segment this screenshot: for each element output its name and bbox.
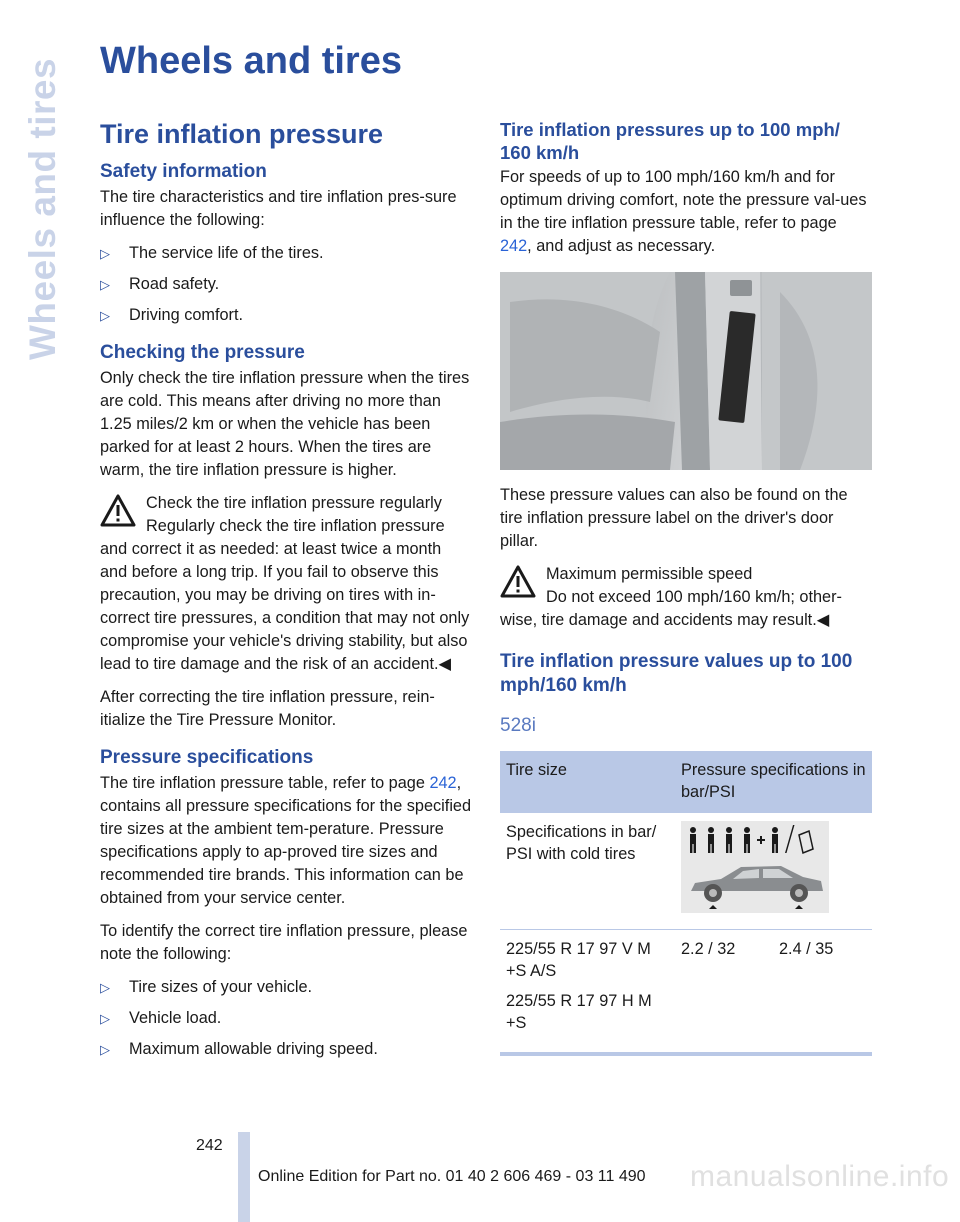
speed-text: For speeds of up to 100 mph/160 km/h and for optimum driving comfort, note the pressure val-ues in the tire inflation pressure table, refer to page 242, and adjust as necessary. <box>500 168 867 255</box>
warning-title: Check the tire inflation pressure regularly <box>146 494 442 512</box>
right-column <box>500 118 872 1056</box>
checking-text: Only check the tire inflation pressure when the tires are cold. This means after driving no more than 1.25 miles/2 km or when the vehicle has been parked for at least 2 hours. When the tires are warm, the tire inflation pressure is higher. <box>100 369 470 479</box>
page-title: Wheels and tires <box>100 40 402 82</box>
bullet-triangle-icon: ▷ <box>100 1042 110 1057</box>
door-pillar-photo <box>500 272 872 470</box>
load-diagram-cell <box>675 813 872 930</box>
car-model: 528i <box>500 715 536 736</box>
list-item: ▷ Driving comfort. <box>100 304 472 327</box>
section-title: Tire inflation pressure <box>100 119 384 149</box>
watermark: manualsonline.info <box>690 1160 950 1193</box>
load-diagram <box>681 821 829 913</box>
warning-regular-check <box>100 492 472 676</box>
identify-list <box>100 976 472 1061</box>
list-item: ▷ The service life of the tires. <box>100 242 472 265</box>
bullet-triangle-icon: ▷ <box>100 277 110 292</box>
label-location-text: These pressure values can also be found on the tire inflation pressure label on the driver's door pillar. <box>500 486 848 550</box>
spec-label-cell: Specifications in bar/ PSI with cold tires <box>500 813 675 930</box>
after-correcting-text: After correcting the tire inflation pressure, rein-itialize the Tire Pressure Monitor. <box>100 688 435 729</box>
bullet-triangle-icon: ▷ <box>100 246 110 261</box>
table-header-pressure: Pressure specifications in bar/PSI <box>675 751 872 813</box>
warning-triangle-icon <box>100 494 136 528</box>
tire-size: 225/55 R 17 97 H M +S <box>506 992 652 1032</box>
pressure-table <box>500 751 872 1056</box>
tire-size: 225/55 R 17 97 V M +S A/S <box>506 940 651 980</box>
table-row <box>500 813 872 930</box>
door-pillar-illustration <box>500 272 872 470</box>
bullet-triangle-icon: ▷ <box>100 1011 110 1026</box>
bullet-triangle-icon: ▷ <box>100 308 110 323</box>
warning-triangle-icon <box>500 565 536 599</box>
list-item: ▷ Tire sizes of your vehicle. <box>100 976 472 999</box>
values-heading: Tire inflation pressure values up to 100 mph/160 km/h <box>500 651 853 696</box>
warning-max-speed <box>500 563 872 632</box>
table-header-row <box>500 751 872 813</box>
identify-text: To identify the correct tire inflation pressure, please note the following: <box>100 922 468 963</box>
speed-heading: Tire inflation pressures up to 100 mph/ 160 km/h <box>500 119 840 163</box>
safety-intro: The tire characteristics and tire inflation pres-sure influence the following: <box>100 188 457 229</box>
pressure-normal-cell: 2.2 / 32 <box>675 930 773 1055</box>
warning-title: Maximum permissible speed <box>546 565 753 583</box>
list-item: ▷ Maximum allowable driving speed. <box>100 1038 472 1061</box>
left-column <box>100 118 472 1069</box>
list-item: ▷ Road safety. <box>100 273 472 296</box>
table-row <box>500 930 872 1055</box>
table-header-tire-size: Tire size <box>500 751 675 813</box>
safety-heading: Safety information <box>100 161 267 182</box>
bullet-triangle-icon: ▷ <box>100 980 110 995</box>
safety-list <box>100 242 472 327</box>
footer-bar <box>238 1132 250 1222</box>
tire-sizes-cell <box>500 930 675 1055</box>
pressure-full-cell: 2.4 / 35 <box>773 930 872 1055</box>
specs-text: The tire inflation pressure table, refer to page 242, contains all pressure specifications for the specified tire sizes at the ambient tem-perature. Pressure specifications apply to ap-proved tire sizes and recommended tire brands. This information can be obtained from your service center. <box>100 774 472 907</box>
page-ref-link[interactable]: 242 <box>429 774 457 792</box>
warning-text: Regularly check the tire inflation pressure and correct it as needed: at least twice a month and before a long trip. If you fail to observe this precaution, you may be driving on tires with in-correct tire pressures, a condition that may not only compromise your vehicle's driving stability, but also lead to tire damage and the risk of an accident.◀ <box>100 517 470 673</box>
page-ref-link[interactable]: 242 <box>500 237 528 255</box>
online-edition-text: Online Edition for Part no. 01 40 2 606 469 - 03 11 490 <box>258 1168 646 1185</box>
list-item: ▷ Vehicle load. <box>100 1007 472 1030</box>
page-number: 242 <box>196 1137 223 1154</box>
checking-heading: Checking the pressure <box>100 342 305 363</box>
warning-text: Do not exceed 100 mph/160 km/h; other-wise, tire damage and accidents may result.◀ <box>500 588 842 629</box>
specs-heading: Pressure specifications <box>100 747 314 768</box>
side-chapter-tab: Wheels and tires <box>22 57 63 360</box>
